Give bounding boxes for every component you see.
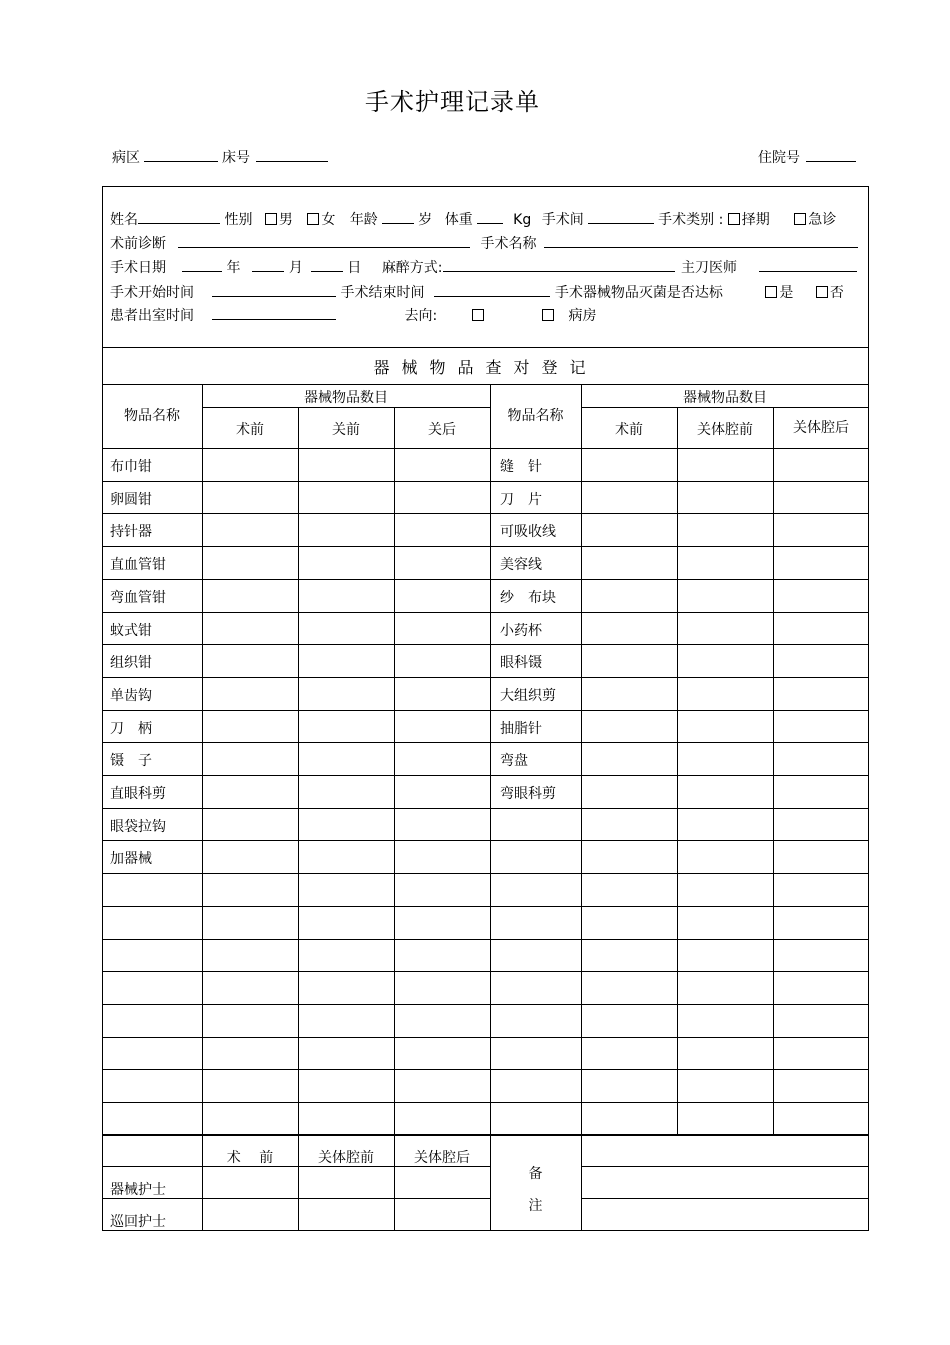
grid-hline: [102, 448, 869, 449]
footer-col-preop: 术 前: [226, 1150, 274, 1166]
grid-vline: [773, 407, 774, 1134]
exit-time-input[interactable]: [212, 305, 336, 320]
grid-hline: [102, 742, 869, 743]
grid-hline: [102, 644, 869, 645]
left-count-header: 器械物品数目: [304, 390, 388, 406]
grid-hline: [102, 971, 869, 972]
instrument-nurse-label: 器械护士: [110, 1182, 166, 1198]
weight-input[interactable]: [477, 209, 503, 224]
male-option[interactable]: [265, 212, 293, 228]
left-item-name: 刀 柄: [110, 721, 152, 737]
left-col-postclose: 关后: [428, 422, 456, 438]
page-title: 手术护理记录单: [365, 88, 540, 116]
day-input[interactable]: [311, 257, 343, 272]
left-item-name: 弯血管钳: [110, 590, 166, 606]
right-col-after-cavity: 关体腔后: [793, 420, 849, 436]
grid-hline: [102, 873, 869, 874]
grid-hline: [102, 579, 869, 580]
month-input[interactable]: [252, 257, 284, 272]
grid-hline: [102, 1004, 869, 1005]
gender-label: 性别: [224, 212, 253, 228]
age-input[interactable]: [382, 209, 414, 224]
grid-hline: [102, 481, 869, 482]
right-count-header: 器械物品数目: [683, 390, 767, 406]
weight-unit: Kg: [513, 212, 532, 228]
male-label: 男: [278, 212, 293, 228]
left-item-name: 布巾钳: [110, 459, 152, 475]
diagnosis-input[interactable]: [178, 233, 470, 248]
grid-vline: [202, 384, 203, 1230]
name-label: 姓名: [110, 212, 138, 228]
grid-vline: [581, 384, 582, 1230]
grid-hline: [102, 513, 869, 514]
right-item-name-header: 物品名称: [507, 408, 564, 424]
ward-label: 病区: [112, 150, 140, 166]
grid-hline: [102, 612, 869, 613]
grid-hline: [102, 546, 869, 547]
left-item-name: 眼袋拉钩: [110, 819, 166, 835]
footer-col-after-cavity: 关体腔后: [414, 1150, 470, 1166]
male-checkbox[interactable]: [265, 213, 277, 225]
sterile-no-label: 否: [829, 285, 844, 301]
remark-label-1: 备: [528, 1166, 543, 1182]
sterile-no-checkbox[interactable]: [816, 286, 828, 298]
category-label: 手术类别 :: [658, 212, 724, 228]
left-col-preop: 术前: [236, 422, 264, 438]
start-time-input[interactable]: [212, 282, 336, 297]
surgeon-label: 主刀医师: [680, 260, 737, 276]
grid-vline: [394, 407, 395, 1230]
right-item-name: 美容线: [500, 557, 542, 573]
start-time-label: 手术开始时间: [110, 285, 194, 301]
emergency-checkbox[interactable]: [794, 213, 806, 225]
patient-row-2: [110, 233, 858, 253]
name-input[interactable]: [138, 209, 220, 224]
left-item-name: 单齿钩: [110, 688, 152, 704]
record-form: [102, 186, 869, 1231]
room-label: 手术间: [541, 212, 584, 228]
right-item-name: 缝 针: [500, 459, 542, 475]
female-label: 女: [321, 212, 336, 228]
left-item-name: 蚊式钳: [110, 623, 152, 639]
grid-hline: [102, 710, 869, 711]
right-item-name: 小药杯: [500, 623, 542, 639]
bed-field[interactable]: [222, 147, 328, 167]
emergency-label: 急诊: [808, 212, 837, 228]
left-item-name: 直眼科剪: [110, 786, 166, 802]
left-item-name: 加器械: [110, 851, 152, 867]
right-col-before-cavity: 关体腔前: [697, 422, 753, 438]
destination-checkbox-1[interactable]: [472, 309, 484, 321]
sterile-yes-option[interactable]: [765, 285, 793, 301]
grid-hline: [102, 840, 869, 841]
patient-row-5: [110, 305, 597, 325]
year-input[interactable]: [182, 257, 222, 272]
patient-row-3: [110, 257, 857, 277]
anesthesia-label: 麻醉方式:: [381, 260, 443, 276]
right-col-preop: 术前: [615, 422, 643, 438]
right-item-name: 纱 布块: [500, 590, 556, 606]
end-time-label: 手术结束时间: [340, 285, 425, 301]
female-checkbox[interactable]: [307, 213, 319, 225]
circulating-nurse-label: 巡回护士: [110, 1214, 166, 1230]
sterile-yes-checkbox[interactable]: [765, 286, 777, 298]
elective-option[interactable]: [728, 212, 770, 228]
emergency-option[interactable]: [794, 212, 836, 228]
bed-label: 床号: [222, 150, 250, 166]
grid-vline: [490, 384, 491, 1230]
ward-destination-label: 病房: [568, 308, 597, 324]
right-item-name: 刀 片: [500, 492, 542, 508]
right-item-name: 弯盘: [500, 753, 528, 769]
surgeon-input[interactable]: [759, 257, 857, 272]
right-item-name: 眼科镊: [500, 655, 542, 671]
day-label: 日: [347, 260, 362, 276]
weight-label: 体重: [444, 212, 473, 228]
month-label: 月: [288, 260, 303, 276]
surgery-name-label: 手术名称: [480, 236, 537, 252]
sterile-no-option[interactable]: [816, 285, 844, 301]
sterile-label: 手术器械物品灭菌是否达标: [554, 285, 723, 301]
section-title: 器械物品查对登记: [373, 358, 598, 377]
grid-vline: [298, 407, 299, 1230]
age-label: 年龄: [349, 212, 378, 228]
remark-label-2: 注: [528, 1198, 543, 1214]
left-item-name-header: 物品名称: [124, 408, 180, 424]
date-label: 手术日期: [110, 260, 166, 276]
room-input[interactable]: [588, 209, 654, 224]
age-unit: 岁: [418, 212, 433, 228]
year-label: 年: [226, 260, 241, 276]
diagnosis-label: 术前诊断: [110, 236, 166, 252]
grid-hline: [102, 1134, 869, 1135]
left-item-name: 直血管钳: [110, 557, 166, 573]
grid-hline: [102, 808, 869, 809]
female-option[interactable]: [307, 212, 335, 228]
grid-vline: [677, 407, 678, 1134]
grid-hline: [102, 1069, 869, 1070]
left-col-preclose: 关前: [332, 422, 360, 438]
anesthesia-input[interactable]: [443, 257, 675, 272]
grid-hline: [102, 939, 869, 940]
right-item-name: 弯眼科剪: [500, 786, 556, 802]
grid-hline: [102, 1037, 869, 1038]
admission-label: 住院号: [758, 150, 800, 166]
footer-col-before-cavity: 关体腔前: [318, 1150, 374, 1166]
elective-checkbox[interactable]: [728, 213, 740, 225]
right-item-name: 抽脂针: [500, 721, 542, 737]
right-item-name: 可吸收线: [500, 524, 556, 540]
surgery-name-input[interactable]: [544, 233, 858, 248]
patient-row-4: [110, 282, 844, 302]
destination-label: 去向:: [404, 308, 438, 324]
admission-field[interactable]: [758, 147, 856, 167]
grid-hline: [102, 1135, 869, 1136]
end-time-input[interactable]: [434, 282, 550, 297]
left-item-name: 镊 子: [110, 753, 152, 769]
destination-checkbox-2[interactable]: [542, 309, 554, 321]
left-item-name: 卵圆钳: [110, 492, 152, 508]
patient-row-1: [110, 209, 836, 229]
right-item-name: 大组织剪: [500, 688, 556, 704]
left-item-name: 组织钳: [110, 655, 152, 671]
ward-field[interactable]: [112, 147, 218, 167]
grid-hline: [102, 775, 869, 776]
grid-hline: [581, 1198, 869, 1199]
left-item-name: 持针器: [110, 524, 152, 540]
grid-hline: [102, 906, 869, 907]
grid-hline: [102, 677, 869, 678]
elective-label: 择期: [741, 212, 770, 228]
grid-hline: [102, 1102, 869, 1103]
grid-hline: [581, 1166, 869, 1167]
sterile-yes-label: 是: [779, 285, 794, 301]
exit-time-label: 患者出室时间: [110, 308, 194, 324]
